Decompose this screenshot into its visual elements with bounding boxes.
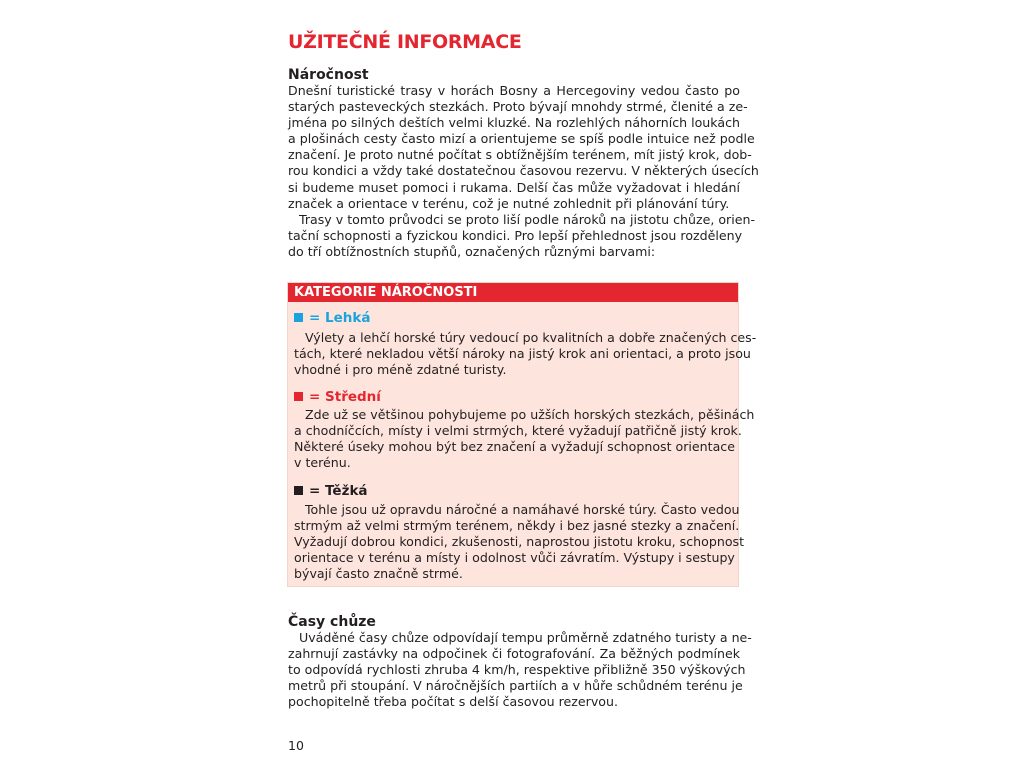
text-line: Výlety a lehčí horské túry vedoucí po kvalitních a dobře značených ces- [305,330,757,345]
category-hard-text [294,502,745,582]
category-hard-label: = Těžká [309,483,368,499]
text-line: a plošinách cesty často mizí a orientujeme se spíš podle intuice než podle [288,131,755,147]
text-line: metrů při stoupání. V náročnějších partiích a v hůře schůdném terénu je [288,678,743,694]
text-line: a chodníčcích, místy i velmi strmých, které vyžadují patřičně jistý krok. [294,423,742,439]
text-line: si budeme muset pomoci i rukama. Delší čas může vyžadovat i hledání [288,179,740,195]
category-easy-text [294,330,757,378]
text-line: vhodné i pro méně zdatné turisty. [294,362,507,378]
text-line: Trasy v tomto průvodci se proto liší podle nároků na jistotu chůze, orien- [299,211,755,227]
section-heading-casy: Časy chůze [288,614,376,630]
red-square-icon [294,392,303,401]
text-line: tách, které nekladou větší nároky na jistý krok ani orientaci, a proto jsou [294,346,751,362]
text-line: jména po silných deštích velmi kluzké. Na rozlehlých náhorních loukách [288,115,740,131]
text-line: Dnešní turistické trasy v horách Bosny a Hercegoviny vedou často po [288,83,740,98]
text-line: orientace v terénu a místy i odolnost vůči závratím. Výstupy i sestupy [294,550,735,566]
text-line: Uváděné časy chůze odpovídají tempu průměrně zdatného turisty a ne- [299,630,752,645]
text-line: starých pasteveckých stezkách. Proto bývají mnohdy strmé, členité a ze- [288,99,748,115]
category-easy-label: = Lehká [309,310,371,326]
category-hard-heading [294,483,368,499]
text-line: značení. Je proto nutné počítat s obtížnějším terénem, mít jistý krok, dob- [288,147,752,163]
text-line: bývají často značně strmé. [294,566,463,582]
text-line: strmým až velmi strmým terénem, někdy i bez jasné stezky a značení. [294,518,740,534]
category-easy-heading [294,310,370,326]
category-medium-text [294,407,755,471]
paragraph-narocnost [288,83,759,260]
page-number: 10 [288,738,304,753]
text-line: pochopitelně třeba počítat s delší časovou rezervou. [288,694,618,710]
text-line: Zde už se většinou pohybujeme po užších horských stezkách, pěšinách [305,407,755,422]
text-line: do tří obtížnostních stupňů, označených různými barvami: [288,243,656,259]
black-square-icon [294,486,303,495]
page-title: UŽITEČNÉ INFORMACE [288,31,522,53]
blue-square-icon [294,313,303,322]
section-heading-narocnost: Náročnost [288,67,369,83]
difficulty-box-heading: KATEGORIE NÁROČNOSTI [288,283,738,302]
text-line: Vyžadují dobrou kondici, zkušenosti, naprostou jistotu kroku, schopnost [294,534,745,550]
category-medium-heading [294,389,381,405]
text-line: v terénu. [294,455,351,471]
text-line: rou kondici a vždy také dostatečnou časovou rezervu. V některých úsecích [288,163,759,179]
text-line: značek a orientace v terénu, což je nutné zohlednit při plánování túry. [288,195,730,211]
text-line: Tohle jsou už opravdu náročné a namáhavé horské túry. Často vedou [305,502,740,517]
paragraph-casy [288,630,752,710]
category-medium-label: = Střední [309,389,381,405]
text-line: to odpovídá rychlosti zhruba 4 km/h, respektive přibližně 350 výškových [288,662,746,678]
text-line: tační schopnosti a fyzickou kondici. Pro lepší přehlednost jsou rozděleny [288,227,743,243]
text-line: Některé úseky mohou být bez značení a vyžadují schopnost orientace [294,439,735,455]
text-line: zahrnují zastávky na odpočinek či fotografování. Za běžných podmínek [288,646,740,662]
